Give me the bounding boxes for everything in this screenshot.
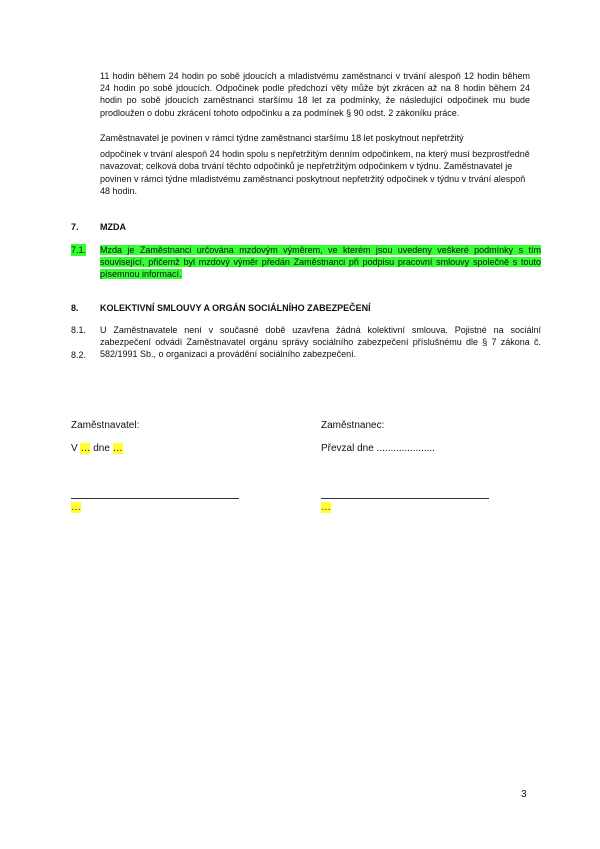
employer-name (71, 502, 81, 514)
place-prefix: V (71, 443, 78, 454)
received-date-line: Převzal dne ..................... (321, 443, 435, 454)
rest-paragraph-1 (100, 70, 530, 119)
rest-paragraph-2 (100, 132, 530, 197)
section-7-item-number: 7.1. (71, 245, 87, 255)
place-placeholder: … (80, 443, 91, 454)
section-8-title: KOLEKTIVNÍ SMLOUVY A ORGÁN SOCIÁLNÍHO ZABEZPEČENÍ (100, 303, 371, 313)
page-number: 3 (521, 789, 527, 800)
employee-label: Zaměstnanec: (321, 420, 385, 431)
place-date-line (71, 443, 123, 455)
rest-paragraph-2-line1: Zaměstnavatel je povinen v rámci týdne zaměstnanci staršímu 18 let poskytnout nepřetržitý (100, 133, 464, 143)
section-8-item-8-1-number: 8.1. (71, 325, 87, 335)
rest-paragraph-1-text: 11 hodin během 24 hodin po sobě jdoucích a mladistvému zaměstnanci v trvání alespoň 12 hodin během 24 hodin po sobě jdoucích. Odpočinek podle předchozí věty může být zkrácen až na 8 hodin během 24 hodin po sobě jdoucích zaměstnanci staršímu 18 let za podmínky, že následující odpočinek mu bude prodloužen o dobu zkrácení tohoto odpočinku a za podmínek § 90 odst. 2 zákoníku práce. (100, 71, 530, 118)
employer-label: Zaměstnavatel: (71, 420, 140, 431)
employee-signature-line (321, 498, 489, 499)
date-word: dne (93, 443, 110, 454)
section-8-text-content: U Zaměstnavatele není v současné době uzavřena žádná kolektivní smlouva. Pojistné na sociální zabezpečení odvádí Zaměstnavatel orgánu správy sociálního zabezpečení příslušnému dle § 7 zákona č. 582/1991 Sb., o organizaci a provádění sociálního zabezpečení. (100, 325, 541, 360)
date-placeholder: … (112, 443, 123, 454)
section-7-item-text (100, 244, 541, 281)
section-7-item (71, 244, 541, 281)
employer-name-placeholder: … (71, 502, 81, 513)
section-7-item-text-highlight: Mzda je Zaměstnanci určována mzdovým výměrem, ve kterém jsou uvedeny veškeré podmínky s tím související, přičemž byl mzdový výměr předán Zaměstnanci při podpisu pracovní smlouvy společně s touto písemnou informací. (100, 245, 541, 280)
section-8-text (100, 324, 541, 361)
section-7-number: 7. (71, 222, 79, 232)
employee-name-placeholder: … (321, 502, 331, 513)
rest-paragraph-2-rest: odpočinek v trvání alespoň 24 hodin spolu s nepřetržitým denním odpočinkem, na který musí bezprostředně navazovat; celková doba trvání těchto odpočinků je nepřetržitým odpočinkem v týdnu. Zaměstnavatel je povinen v rámci týdne mladistvému zaměstnanci poskytnout nepřetržitý odpočinek v týdnu v trvání alespoň 48 hodin. (100, 149, 530, 196)
employee-name (321, 502, 331, 514)
section-7-title: MZDA (100, 222, 126, 232)
section-8-number: 8. (71, 303, 79, 313)
section-8-item-8-2-number: 8.2. (71, 350, 87, 360)
employer-signature-line (71, 498, 239, 499)
